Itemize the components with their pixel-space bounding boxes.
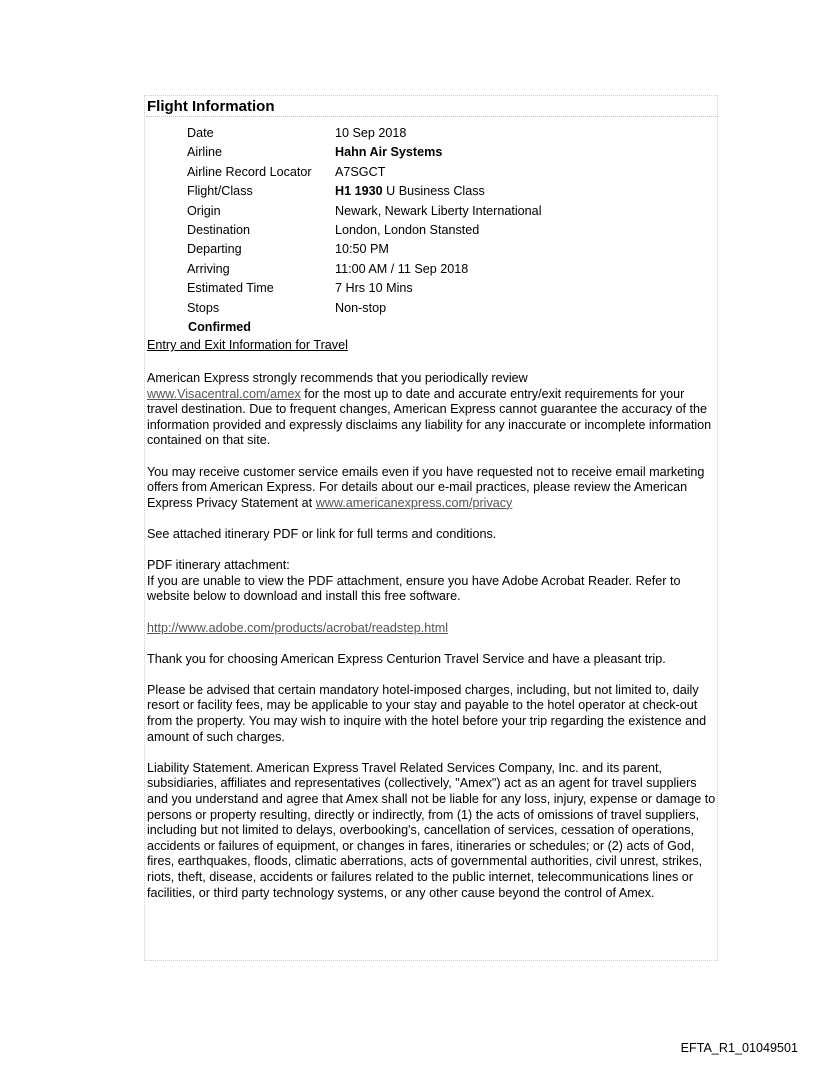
entry-exit-heading[interactable]: Entry and Exit Information for Travel bbox=[147, 338, 348, 352]
row-record-locator bbox=[187, 163, 542, 182]
departing-value: 10:50 PM bbox=[335, 242, 389, 257]
record-locator-value: A7SGCT bbox=[335, 164, 386, 179]
body-text bbox=[147, 371, 717, 917]
row-airline bbox=[187, 143, 542, 162]
airline-value: Hahn Air Systems bbox=[335, 145, 443, 160]
row-flight-class bbox=[187, 182, 542, 201]
privacy-link[interactable]: www.americanexpress.com/privacy bbox=[315, 495, 513, 510]
visacentral-link[interactable]: www.Visacentral.com/amex bbox=[147, 386, 301, 401]
origin-label: Origin bbox=[187, 203, 221, 218]
row-date bbox=[187, 124, 542, 143]
flight-class-value bbox=[335, 182, 542, 201]
arriving-value: 11:00 AM / 11 Sep 2018 bbox=[335, 261, 469, 276]
title-divider bbox=[146, 116, 718, 117]
row-stops bbox=[187, 299, 542, 318]
row-destination bbox=[187, 221, 542, 240]
email-text: You may receive customer service emails even if you have requested not to receive email marketing offers from American Express. For details about our e-mail practices, please review the American Express Privacy Statement at bbox=[147, 464, 705, 510]
destination-label: Destination bbox=[187, 223, 251, 238]
visa-paragraph bbox=[147, 371, 717, 449]
flight-class-label: Flight/Class bbox=[187, 184, 253, 199]
adobe-paragraph bbox=[147, 621, 717, 637]
date-label: Date bbox=[187, 126, 214, 140]
arriving-label: Arriving bbox=[187, 261, 230, 276]
flight-info-table bbox=[187, 124, 542, 318]
adobe-link[interactable]: http://www.adobe.com/products/acrobat/readstep.html bbox=[147, 620, 449, 635]
destination-value: London, London Stansted bbox=[335, 223, 480, 238]
record-locator-label: Airline Record Locator bbox=[187, 164, 312, 179]
row-estimated-time bbox=[187, 279, 542, 298]
estimated-time-label: Estimated Time bbox=[187, 281, 274, 296]
terms-paragraph: See attached itinerary PDF or link for full terms and conditions. bbox=[147, 526, 497, 541]
booking-status: Confirmed bbox=[188, 320, 251, 334]
origin-value: Newark, Newark Liberty International bbox=[335, 203, 542, 218]
departing-label: Departing bbox=[187, 242, 242, 257]
row-arriving bbox=[187, 260, 542, 279]
visa-text-before: American Express strongly recommends that you periodically review bbox=[147, 371, 528, 385]
document-id: EFTA_R1_01049501 bbox=[680, 1041, 798, 1055]
visa-text-after: for the most up to date and accurate entry/exit requirements for your travel destination. Due to frequent changes, American Express cannot guarantee the accuracy of the information provided and expressly disclaims any liability for any inaccurate or incomplete information contained on that site. bbox=[147, 386, 712, 448]
thank-you-paragraph: Thank you for choosing American Express Centurion Travel Service and have a pleasant trip. bbox=[147, 651, 666, 666]
estimated-time-value: 7 Hrs 10 Mins bbox=[335, 281, 413, 296]
cabin-class: U Business Class bbox=[382, 184, 485, 199]
hotel-charges-paragraph: Please be advised that certain mandatory hotel-imposed charges, including, but not limited to, daily resort or facility fees, may be applicable to your stay and payable to the hotel operator at check-out from the property. You may wish to inquire with the hotel before your trip regarding the existence and amount of such charges. bbox=[147, 682, 707, 744]
liability-paragraph: Liability Statement. American Express Travel Related Services Company, Inc. and its parent, subsidiaries, affiliates and representatives (collectively, "Amex") act as an agent for travel suppliers and you understand and agree that Amex shall not be liable for any loss, injury, expense or damage to persons or property resulting, directly or indirectly, from (1) the acts of omissions of travel suppliers, including but not limited to delays, overbooking's, cancellation of services, cessation of operations, accidents or failures of equipment, or changes in fares, itineraries or schedules; or (2) acts of God, fires, earthquakes, floods, climatic aberrations, acts of governmental authorities, civil unrest, strikes, riots, theft, disease, accidents or failures related to the public internet, telecommunications lines or facilities, or third party technology systems, or any other cause beyond the control of Amex. bbox=[147, 760, 716, 900]
stops-label: Stops bbox=[187, 300, 220, 315]
flight-number: H1 1930 bbox=[335, 184, 383, 199]
airline-label: Airline bbox=[187, 145, 222, 160]
date-value: 10 Sep 2018 bbox=[335, 126, 407, 140]
row-origin bbox=[187, 202, 542, 221]
pdf-paragraph: PDF itinerary attachment: If you are unable to view the PDF attachment, ensure you have Adobe Acrobat Reader. Refer to website below to download and install this free software. bbox=[147, 558, 681, 604]
stops-value: Non-stop bbox=[335, 300, 387, 315]
email-paragraph bbox=[147, 465, 717, 512]
row-departing bbox=[187, 240, 542, 259]
section-title: Flight Information bbox=[147, 98, 275, 115]
